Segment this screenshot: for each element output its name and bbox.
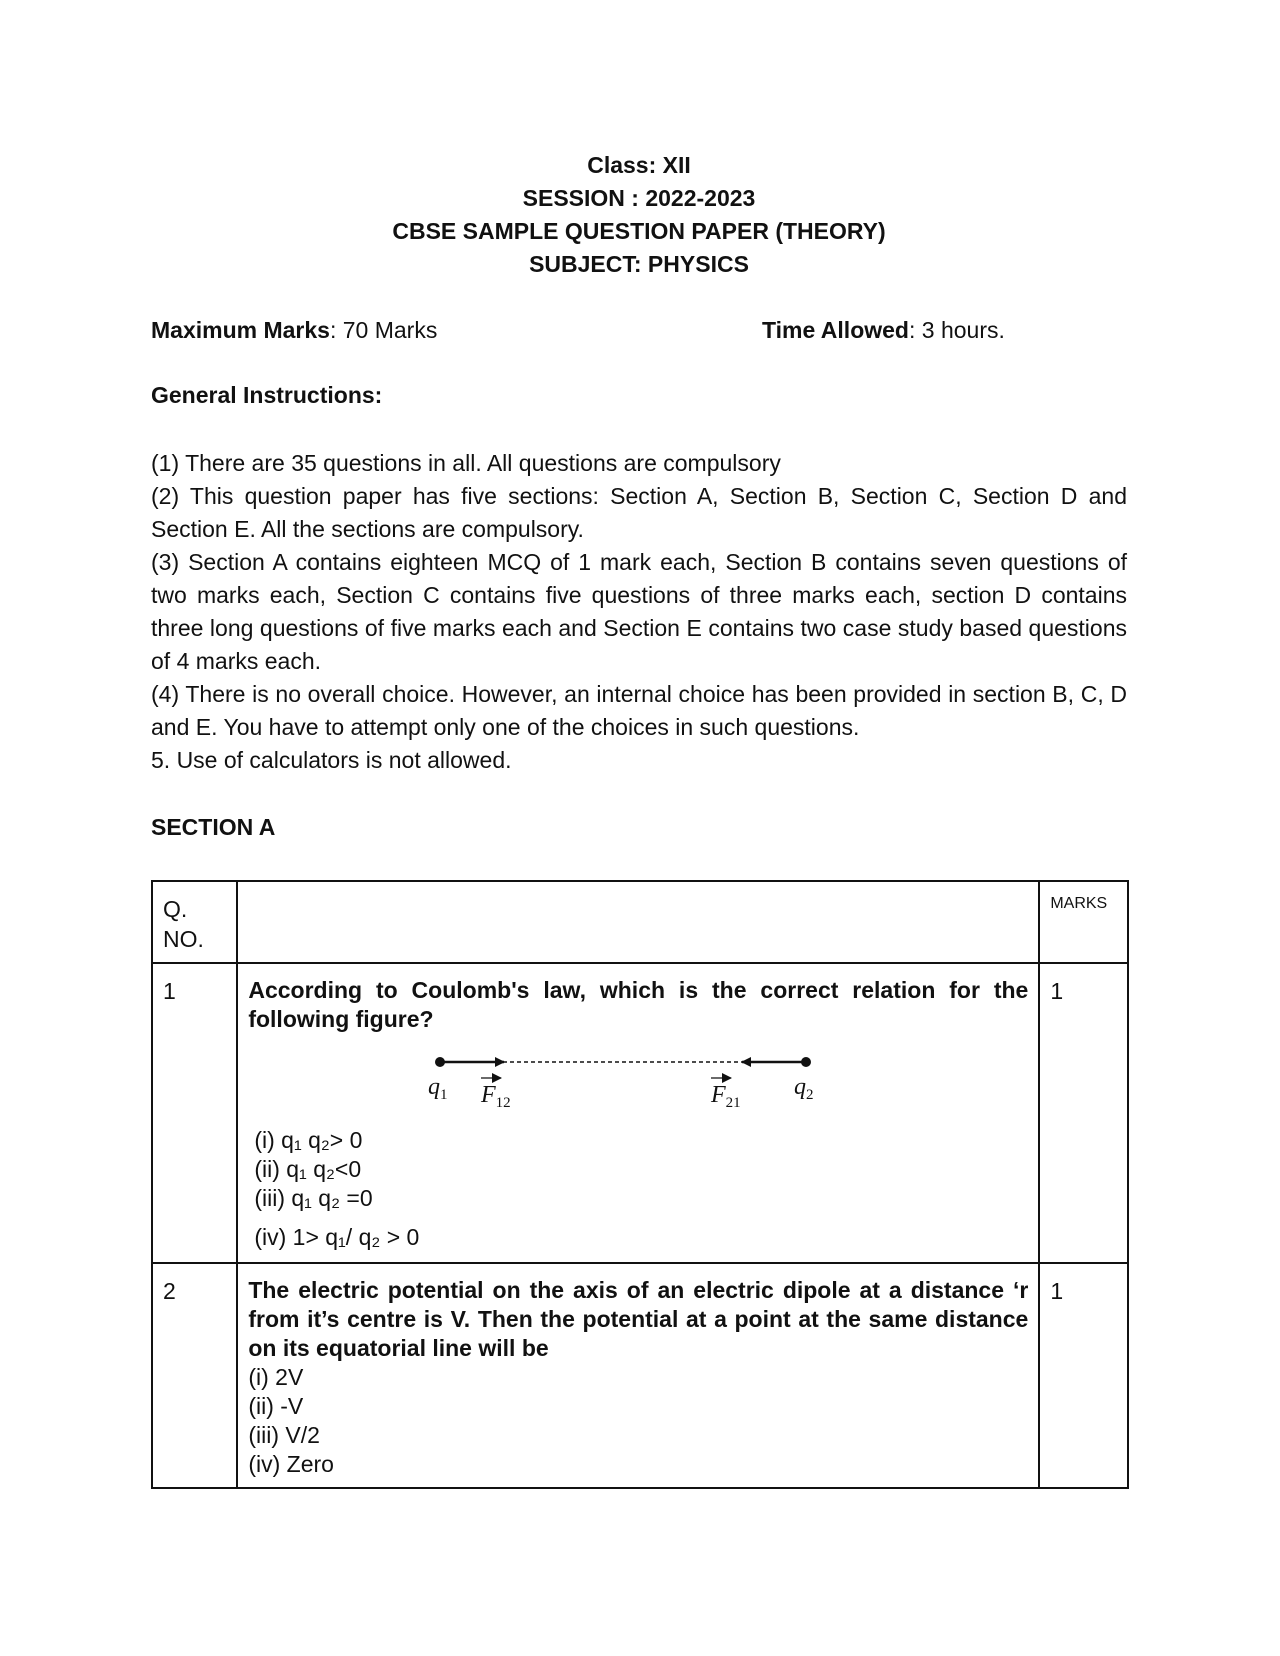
questions-table <box>151 880 1129 1489</box>
f12-label: $F_{12}$ <box>481 1082 511 1111</box>
qno-header <box>152 881 237 963</box>
question-number: 1 <box>152 963 237 1263</box>
qno-header-line2: NO. <box>163 926 204 952</box>
table-row <box>152 963 1128 1263</box>
option-item: (i) q₁ q₂> 0 <box>254 1127 363 1153</box>
question-text: According to Coulomb's law, which is the correct relation for the following figure? <box>248 977 1029 1032</box>
option-item: (i) 2V <box>248 1364 304 1390</box>
option-item: (ii) -V <box>248 1393 304 1419</box>
question-cell <box>237 963 1039 1263</box>
question-header <box>237 881 1039 963</box>
marks-value: 1 <box>1039 963 1128 1263</box>
general-instructions-heading: General Instructions: <box>151 382 383 408</box>
class-heading: Class: XII <box>587 152 691 178</box>
instruction-item: (3) Section A contains eighteen MCQ of 1 mark each, Section B contains seven questions of two marks each, Section C contains five questions of three marks each, section D contains three long questions of five marks each and Section E contains two case study based questions of 4 marks each. <box>151 549 1127 674</box>
option-item: (iv) 1> q₁/ q₂ > 0 <box>254 1224 420 1250</box>
section-a-heading: SECTION A <box>151 814 276 840</box>
marks-value: 1 <box>1039 1263 1128 1488</box>
qno-header-line1: Q. <box>163 896 188 922</box>
marks-header: MARKS <box>1039 881 1128 963</box>
option-item: (iii) V/2 <box>248 1422 320 1448</box>
time-allowed-value: : 3 hours. <box>908 317 1005 343</box>
table-header-row <box>152 881 1128 963</box>
subject-heading: SUBJECT: PHYSICS <box>529 251 749 277</box>
question-number: 2 <box>152 1263 237 1488</box>
coulomb-figure <box>248 1034 1028 1126</box>
instruction-item: 5. Use of calculators is not allowed. <box>151 747 512 773</box>
option-item: (iv) Zero <box>248 1451 334 1477</box>
option-item: (ii) q₁ q₂<0 <box>254 1156 362 1182</box>
instruction-item: (4) There is no overall choice. However, an internal choice has been provided in section B, C, D and E. You have to attempt only one of the choices in such questions. <box>151 681 1127 740</box>
q2-label: $q_2$ <box>794 1074 814 1103</box>
general-instructions-list <box>151 447 1127 777</box>
maximum-marks <box>151 315 437 345</box>
instruction-item: (2) This question paper has five sections: Section A, Section B, Section C, Section D and Section E. All the sections are compulsory. <box>151 483 1127 542</box>
session-heading: SESSION : 2022-2023 <box>522 185 756 211</box>
question-text: The electric potential on the axis of an electric dipole at a distance ‘r from it’s centre is V. Then the potential at a point at the same distance on its equatorial line will be <box>248 1277 1029 1361</box>
question-cell <box>237 1263 1039 1488</box>
table-row <box>152 1263 1128 1488</box>
instruction-item: (1) There are 35 questions in all. All questions are compulsory <box>151 450 781 476</box>
maximum-marks-value: : 70 Marks <box>329 317 438 343</box>
maximum-marks-label: Maximum Marks <box>151 317 330 343</box>
option-item: (iii) q₁ q₂ =0 <box>254 1185 373 1211</box>
time-allowed-label: Time Allowed <box>762 317 909 343</box>
coulomb-diagram <box>248 1034 1028 1126</box>
time-allowed <box>762 315 1005 345</box>
paper-title: CBSE SAMPLE QUESTION PAPER (THEORY) <box>392 218 886 244</box>
q1-label: $q_1$ <box>428 1074 448 1103</box>
f21-label: $F_{21}$ <box>711 1082 741 1111</box>
